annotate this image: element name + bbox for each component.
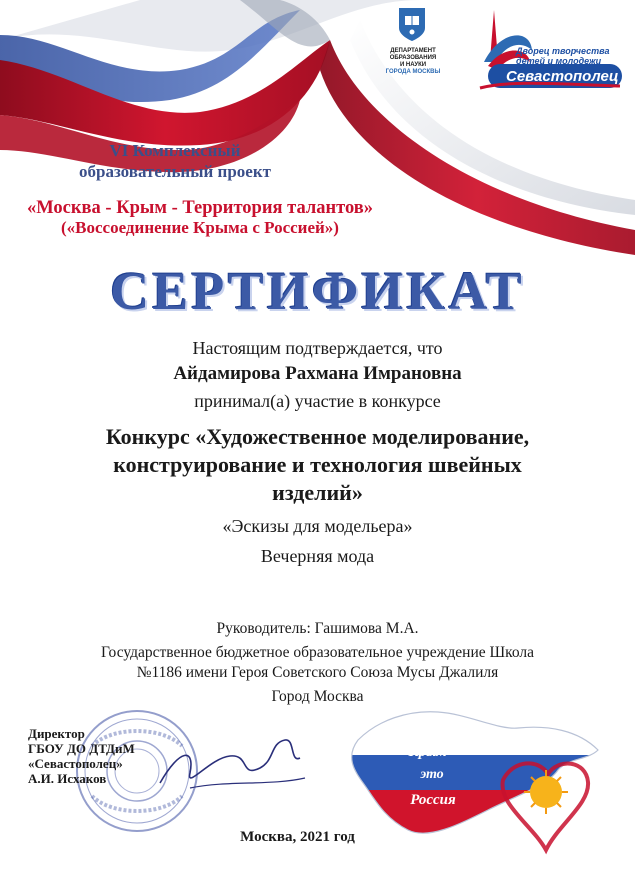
director-line-3: «Севастополец» (28, 756, 123, 771)
dvorec-line-1: Дворец творчества (516, 46, 610, 56)
director-signature-block (28, 726, 135, 786)
project-name: «Москва - Крым - Территория талантов» (26, 198, 374, 218)
crimea-badge-line-3: Россия (410, 792, 456, 808)
dept-line-3: И НАУКИ (399, 62, 427, 68)
nomination: «Эскизы для модельера» (222, 516, 413, 536)
crimea-badge-line-2: это (420, 767, 444, 782)
school-line-1: Государственное бюджетное образовательное учреждение Школа (100, 644, 535, 661)
dvorec-line-2: детей и молодежи (516, 56, 602, 66)
confirm-text: Настоящим подтверждается, что (192, 338, 443, 358)
director-line-2: ГБОУ ДО ДТДиМ (28, 741, 135, 756)
dvorec-name: Севастополец (506, 68, 619, 85)
director-line-4: А.И. Исхаков (28, 771, 107, 786)
department-logo-text (382, 48, 444, 76)
recipient-name: Айдамирова Рахмана Имрановна (173, 363, 462, 384)
dvorec-subtitle (516, 46, 609, 66)
school-line-2: №1186 имени Героя Советского Союза Мусы Джалиля (136, 664, 499, 681)
supervisor: Руководитель: Гашимова М.А. (216, 620, 419, 637)
signature-scribble (150, 728, 310, 798)
category: Вечерняя мода (260, 546, 375, 566)
place-date: Москва, 2021 год (240, 829, 355, 845)
crimea-badge-line-1: Крым - (408, 744, 456, 760)
director-line-1: Директор (28, 726, 85, 741)
city: Город Москва (271, 688, 364, 705)
project-subtitle: («Воссоединение Крыма с Россией») (61, 218, 339, 237)
project-line-1: VI Комплексный (109, 141, 241, 160)
department-education-logo (397, 6, 427, 42)
certificate-title: СЕРТИФИКАТ (110, 261, 525, 321)
project-line-2: образовательный проект (79, 162, 271, 181)
dept-line-1: ДЕПАРТАМЕНТ (390, 48, 436, 54)
participation-text: принимал(а) участие в конкурсе (194, 391, 441, 411)
contest-name: Конкурс «Художественное моделирование, конструирование и технология швейных изделий» (105, 424, 530, 505)
dept-line-4: ГОРОДА МОСКВЫ (385, 69, 441, 75)
dept-line-2: ОБРАЗОВАНИЯ (389, 55, 437, 61)
